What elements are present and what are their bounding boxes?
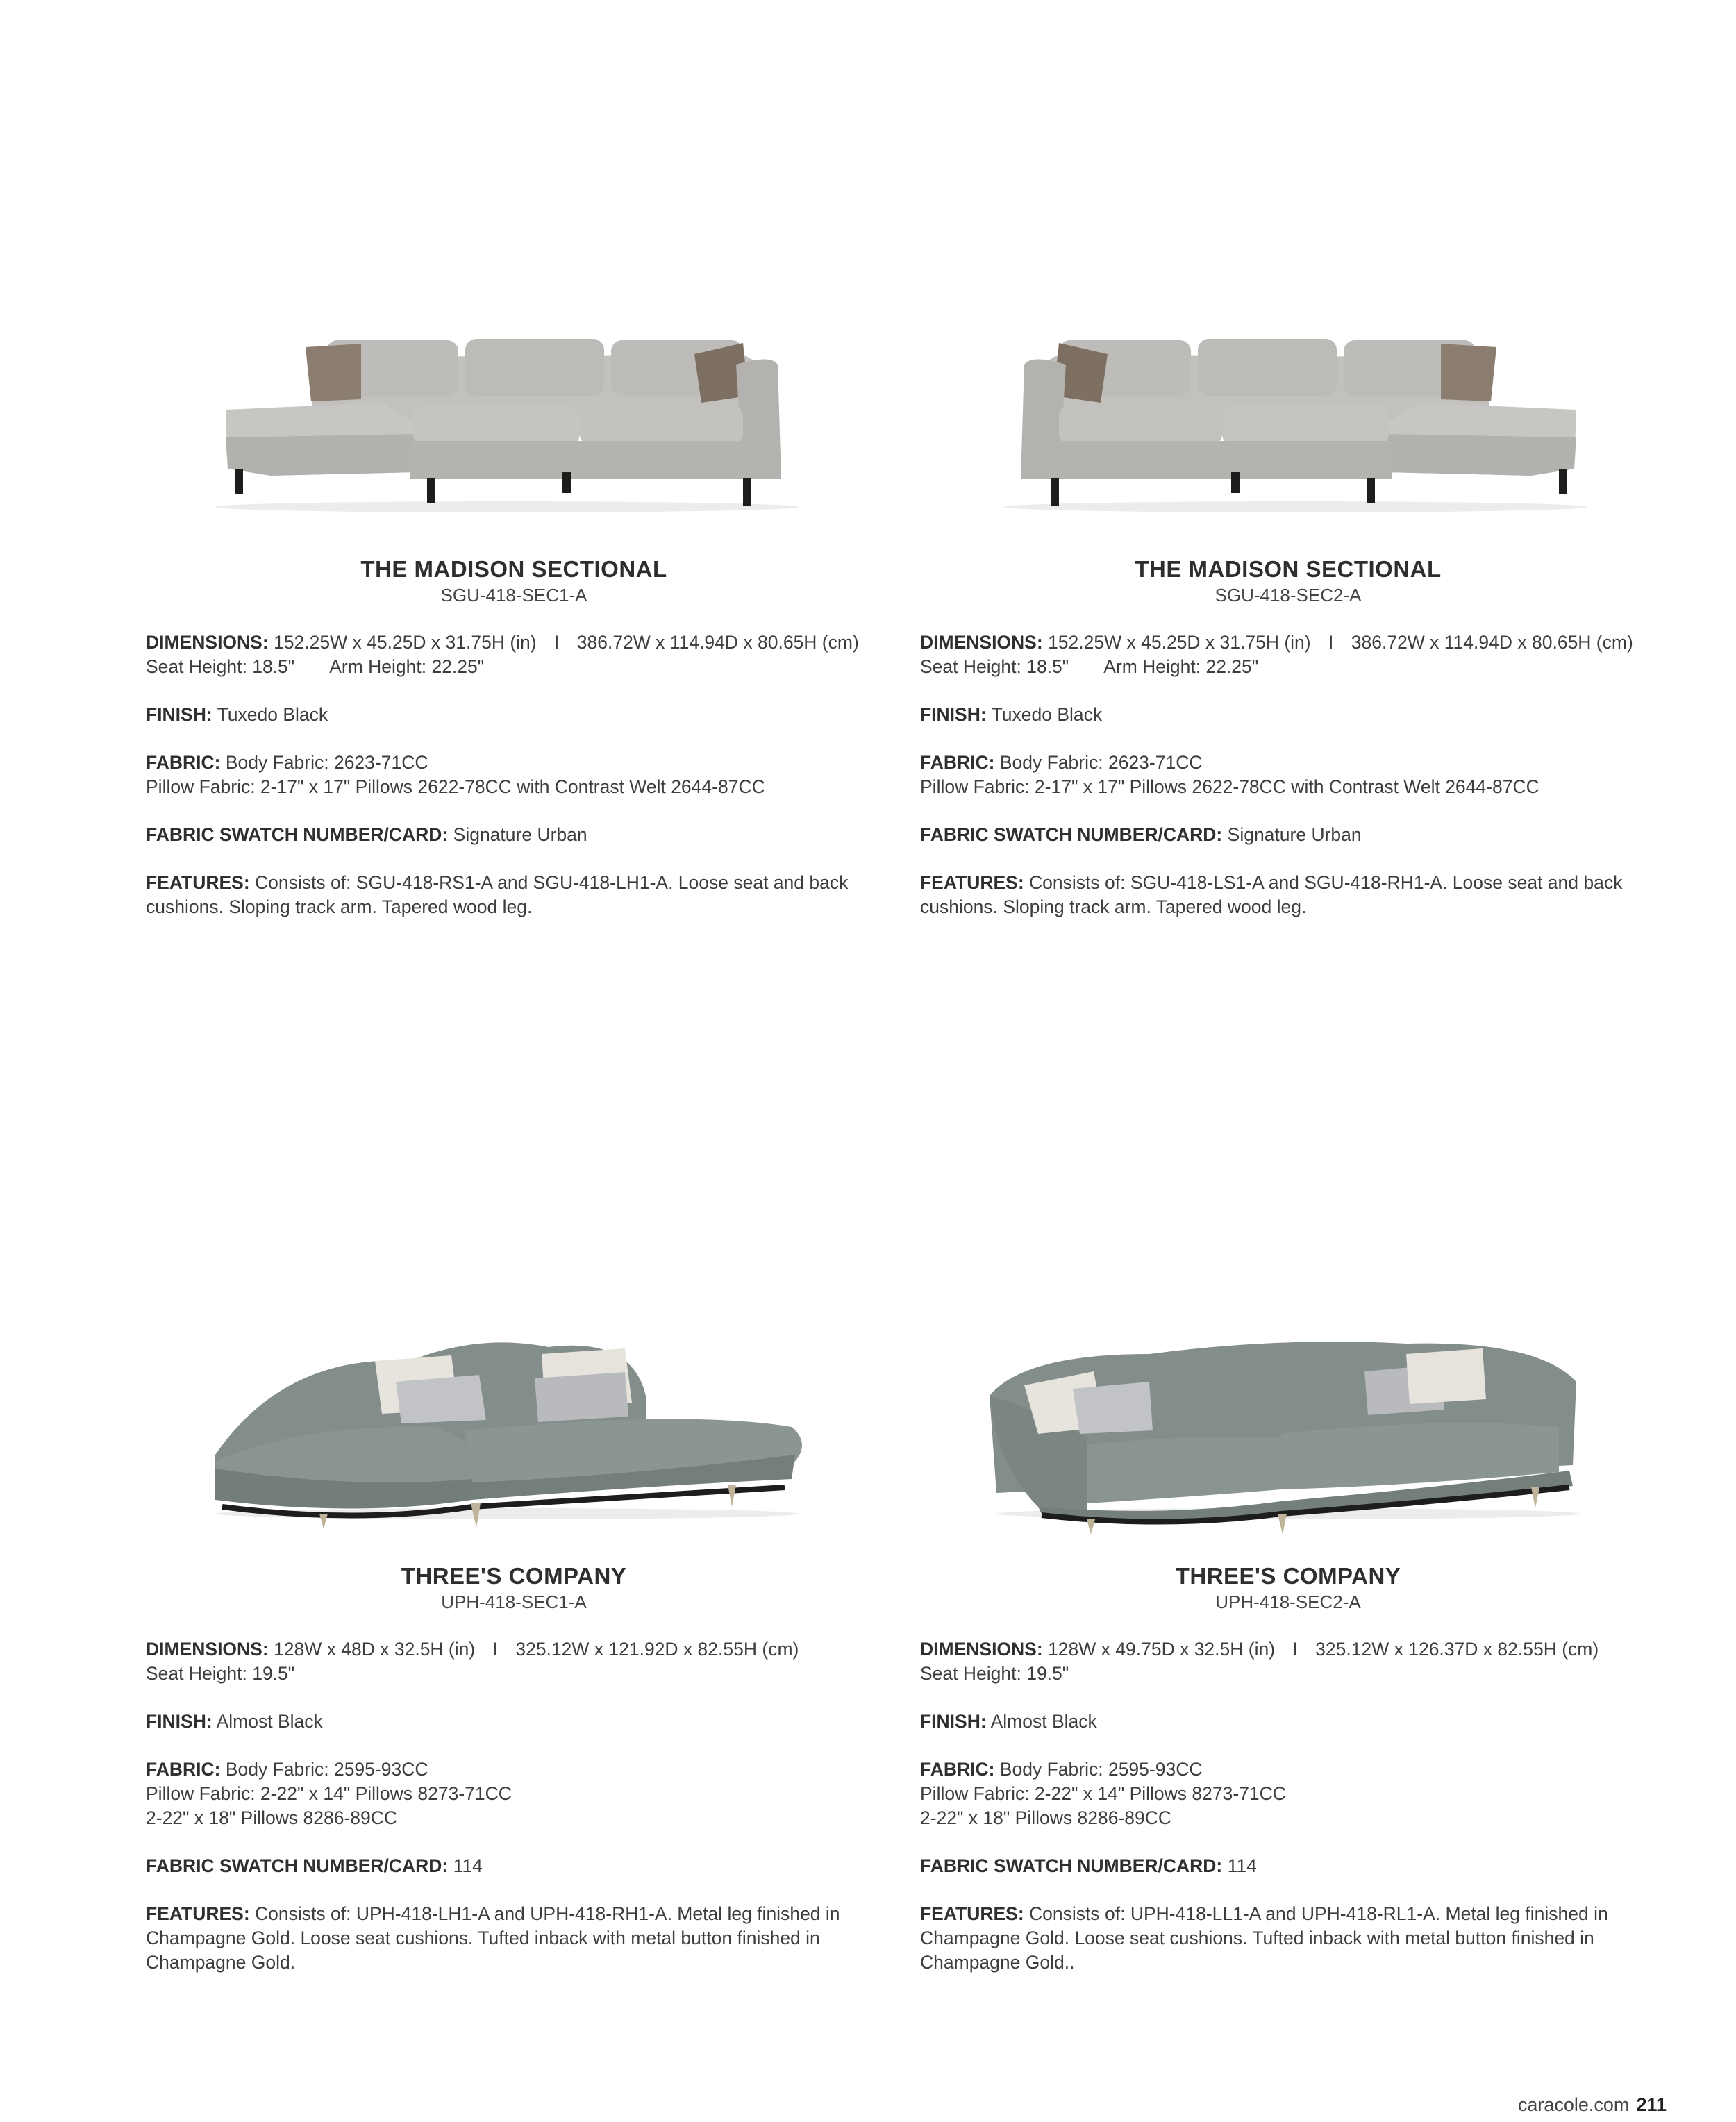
finish-block [146, 1710, 882, 1734]
swatch-value: 114 [1227, 1855, 1257, 1876]
dimensions-in: 128W x 49.75D x 32.5H (in) [1048, 1639, 1276, 1660]
page-footer [1518, 2094, 1667, 2116]
sofa-illustration [146, 1305, 882, 1535]
swatch-label: FABRIC SWATCH NUMBER/CARD: [146, 824, 449, 845]
dimensions-cm: 325.12W x 126.37D x 82.55H (cm) [1315, 1639, 1599, 1660]
features-value: Consists of: UPH-418-LL1-A and UPH-418-RL1-A. Metal leg finished in Champagne Gold. Loose seat cushions. Tufted inback with metal button finished in Champagne Gold.. [920, 1903, 1608, 1973]
finish-value: Almost Black [990, 1711, 1097, 1732]
dimensions-in: 128W x 48D x 32.5H (in) [274, 1639, 476, 1660]
swatch-value: 114 [453, 1855, 483, 1876]
dimensions-label: DIMENSIONS: [920, 1639, 1043, 1660]
product-title: THREE'S COMPANY [1175, 1563, 1401, 1589]
fabric-pillow: Pillow Fabric: 2-17" x 17" Pillows 2622-78CC with Contrast Welt 2644-87CC [920, 776, 1539, 797]
product-title: THE MADISON SECTIONAL [1135, 556, 1442, 582]
fabric-body: Body Fabric: 2595-93CC [999, 1759, 1203, 1780]
dimensions-separator: I [554, 632, 560, 653]
sofa-illustration [920, 1305, 1656, 1535]
fabric-block [146, 751, 882, 799]
swatch-label: FABRIC SWATCH NUMBER/CARD: [920, 1855, 1223, 1876]
page-number: 211 [1636, 2094, 1667, 2115]
product-sku: SGU-418-SEC1-A [440, 585, 587, 605]
arm-height: Arm Height: 22.25" [329, 656, 485, 677]
swatch-block [920, 1854, 1656, 1878]
dimensions-block [146, 1637, 882, 1686]
product-card-3 [146, 1305, 882, 1998]
fabric-label: FABRIC: [146, 752, 221, 773]
seat-height: Seat Height: 18.5" [146, 656, 295, 677]
fabric-body: Body Fabric: 2623-71CC [999, 752, 1203, 773]
finish-value: Tuxedo Black [217, 704, 328, 725]
dimensions-cm: 325.12W x 121.92D x 82.55H (cm) [515, 1639, 799, 1660]
swatch-block [920, 823, 1656, 847]
product-card-1 [146, 299, 882, 943]
product-title: THE MADISON SECTIONAL [360, 556, 667, 582]
dimensions-in: 152.25W x 45.25D x 31.75H (in) [274, 632, 537, 653]
product-title: THREE'S COMPANY [401, 1563, 627, 1589]
finish-label: FINISH: [920, 1711, 987, 1732]
swatch-block [146, 1854, 882, 1878]
fabric-label: FABRIC: [920, 752, 995, 773]
seat-height: Seat Height: 18.5" [920, 656, 1069, 677]
product-sku: SGU-418-SEC2-A [1215, 585, 1362, 605]
features-label: FEATURES: [920, 872, 1024, 893]
finish-value: Almost Black [216, 1711, 323, 1732]
features-block [920, 871, 1656, 919]
finish-block [146, 703, 882, 727]
dimensions-separator: I [1292, 1639, 1298, 1660]
sofa-illustration [920, 299, 1656, 528]
features-label: FEATURES: [146, 1903, 250, 1924]
fabric-body: Body Fabric: 2623-71CC [225, 752, 428, 773]
features-value: Consists of: SGU-418-LS1-A and SGU-418-RH1-A. Loose seat and back cushions. Sloping track arm. Tapered wood leg. [920, 872, 1623, 917]
dimensions-cm: 386.72W x 114.94D x 80.65H (cm) [576, 632, 859, 653]
features-label: FEATURES: [146, 872, 250, 893]
product-sku: UPH-418-SEC2-A [1215, 1591, 1361, 1612]
features-value: Consists of: SGU-418-RS1-A and SGU-418-LH1-A. Loose seat and back cushions. Sloping track arm. Tapered wood leg. [146, 872, 849, 917]
fabric-pillow: Pillow Fabric: 2-22" x 14" Pillows 8273-71CC [920, 1783, 1286, 1804]
fabric-pillow: Pillow Fabric: 2-17" x 17" Pillows 2622-78CC with Contrast Welt 2644-87CC [146, 776, 765, 797]
fabric-block [146, 1757, 882, 1830]
dimensions-separator: I [492, 1639, 498, 1660]
dimensions-in: 152.25W x 45.25D x 31.75H (in) [1048, 632, 1311, 653]
dimensions-label: DIMENSIONS: [920, 632, 1043, 653]
swatch-value: Signature Urban [453, 824, 587, 845]
features-block [146, 1902, 882, 1975]
product-sku: UPH-418-SEC1-A [441, 1591, 587, 1612]
dimensions-block [146, 630, 882, 679]
product-image-madison-left-chaise [146, 299, 882, 528]
swatch-label: FABRIC SWATCH NUMBER/CARD: [146, 1855, 449, 1876]
features-value: Consists of: UPH-418-LH1-A and UPH-418-RH1-A. Metal leg finished in Champagne Gold. Loose seat cushions. Tufted inback with metal button finished in Champagne Gold. [146, 1903, 840, 1973]
footer-site: caracole.com [1517, 2094, 1630, 2115]
dimensions-label: DIMENSIONS: [146, 632, 269, 653]
fabric-pillow-2: 2-22" x 18" Pillows 8286-89CC [146, 1807, 398, 1828]
product-card-4 [920, 1305, 1656, 1998]
dimensions-cm: 386.72W x 114.94D x 80.65H (cm) [1351, 632, 1633, 653]
features-block [146, 871, 882, 919]
dimensions-label: DIMENSIONS: [146, 1639, 269, 1660]
product-image-threes-company-left [146, 1305, 882, 1535]
fabric-pillow-2: 2-22" x 18" Pillows 8286-89CC [920, 1807, 1172, 1828]
swatch-value: Signature Urban [1227, 824, 1362, 845]
fabric-pillow: Pillow Fabric: 2-22" x 14" Pillows 8273-71CC [146, 1783, 512, 1804]
product-image-threes-company-right [920, 1305, 1656, 1535]
finish-block [920, 703, 1656, 727]
seat-height: Seat Height: 19.5" [920, 1663, 1069, 1684]
dimensions-block [920, 1637, 1656, 1686]
product-image-madison-right-chaise [920, 299, 1656, 528]
finish-label: FINISH: [146, 704, 212, 725]
finish-value: Tuxedo Black [991, 704, 1103, 725]
arm-height: Arm Height: 22.25" [1103, 656, 1259, 677]
features-block [920, 1902, 1656, 1975]
seat-height: Seat Height: 19.5" [146, 1663, 295, 1684]
fabric-label: FABRIC: [146, 1759, 221, 1780]
swatch-label: FABRIC SWATCH NUMBER/CARD: [920, 824, 1223, 845]
sofa-illustration [146, 299, 882, 528]
dimensions-block [920, 630, 1656, 679]
finish-label: FINISH: [920, 704, 987, 725]
finish-label: FINISH: [146, 1711, 212, 1732]
product-card-2 [920, 299, 1656, 943]
fabric-label: FABRIC: [920, 1759, 995, 1780]
fabric-body: Body Fabric: 2595-93CC [225, 1759, 428, 1780]
fabric-block [920, 751, 1656, 799]
dimensions-separator: I [1328, 632, 1334, 653]
finish-block [920, 1710, 1656, 1734]
swatch-block [146, 823, 882, 847]
features-label: FEATURES: [920, 1903, 1024, 1924]
fabric-block [920, 1757, 1656, 1830]
